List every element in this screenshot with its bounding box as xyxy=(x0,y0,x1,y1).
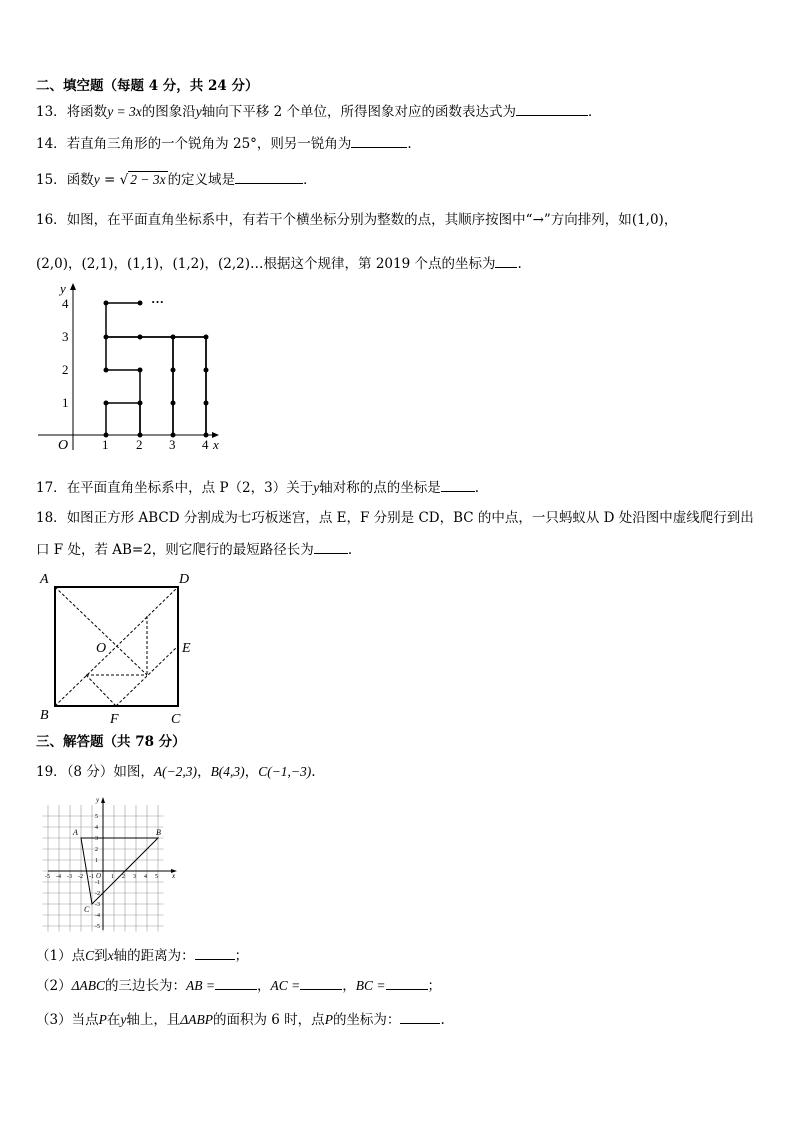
q19-end: . xyxy=(311,764,316,780)
fig16-x-tick: 4 xyxy=(202,437,209,452)
fig19-y-tick: 4 xyxy=(95,825,98,831)
fig16-y-tick: 1 xyxy=(62,395,69,410)
question-16-line-1 xyxy=(36,211,677,229)
q19-p2-bc-blank[interactable] xyxy=(386,977,428,990)
q19-p1-text-a: （1）点 xyxy=(36,948,86,964)
fig16-y-tick: 4 xyxy=(62,296,69,311)
fig16-point xyxy=(138,335,143,340)
q15-variable: y xyxy=(93,172,100,187)
fig16-x-tick: 3 xyxy=(169,437,176,452)
q19-p3-text-d: 的面积为 6 时，点 xyxy=(213,1012,325,1028)
fig19-y-tick: 5 xyxy=(95,814,98,820)
fig16-point xyxy=(104,301,109,306)
q19-p3-triangle: ΔABP xyxy=(180,1012,214,1027)
q19-p2-ab-label: AB = xyxy=(186,978,215,993)
question-19 xyxy=(36,763,316,781)
q17-number: 17． xyxy=(36,480,67,496)
q13-end: ． xyxy=(587,104,602,120)
fig19-label-C: C xyxy=(84,905,90,914)
figure-16-coordinate-grid xyxy=(36,282,226,452)
fig18-line-inner-1 xyxy=(86,675,116,706)
fig16-x-tick: 1 xyxy=(102,437,109,452)
fig18-label-O: O xyxy=(96,641,107,656)
q15-number: 15． xyxy=(36,172,67,188)
q18-number: 18． xyxy=(36,510,67,526)
fig18-label-B: B xyxy=(40,708,49,723)
q19-point-C: C(−1,−3) xyxy=(258,764,312,779)
q15-sqrt-sign: √ xyxy=(119,172,129,188)
fig19-y-tick: 3 xyxy=(95,836,98,842)
fig18-diagonal-AO xyxy=(55,587,147,675)
q14-end: . xyxy=(407,136,412,152)
fig16-point xyxy=(204,401,209,406)
question-13 xyxy=(36,103,601,121)
q14-number: 14． xyxy=(36,136,67,152)
fig16-point xyxy=(171,335,176,340)
q14-answer-blank[interactable] xyxy=(351,135,407,148)
fig16-point xyxy=(138,301,143,306)
section-2-heading: 二、填空题（每题 4 分，共 24 分） xyxy=(36,78,259,94)
q19-p1-axis: x xyxy=(107,948,114,963)
q19-p2-sep-1: ， xyxy=(257,978,271,994)
fig16-point xyxy=(204,335,209,340)
fig16-ellipsis: ··· xyxy=(151,294,165,309)
question-18-line-2 xyxy=(36,541,352,559)
q17-text-2: 轴对称的点的坐标是 xyxy=(319,480,441,496)
q19-p2-text-a: （2） xyxy=(36,978,72,994)
q13-answer-blank[interactable] xyxy=(516,103,588,116)
q19-part-2 xyxy=(36,977,441,995)
fig19-y-tick: -2 xyxy=(95,891,100,897)
fig19-y-arrow-icon xyxy=(101,797,105,803)
fig16-point xyxy=(138,368,143,373)
question-14 xyxy=(36,135,412,153)
q19-p2-ab-blank[interactable] xyxy=(215,977,257,990)
section-3-heading: 三、解答题（共 78 分） xyxy=(36,734,186,750)
fig18-label-C: C xyxy=(171,712,181,727)
fig19-x-tick: -5 xyxy=(45,874,50,880)
q15-text-2: 的定义域是 xyxy=(167,172,236,188)
fig16-point xyxy=(104,368,109,373)
q19-sep-1: ， xyxy=(197,764,211,780)
fig19-label-B: B xyxy=(156,828,161,837)
fig19-x-tick: 3 xyxy=(133,874,136,880)
q19-p3-text-b: 在 xyxy=(106,1012,121,1028)
fig19-y-tick: -1 xyxy=(95,880,100,886)
q19-point-B: B(4,3) xyxy=(210,764,245,779)
q19-p2-sep-2: ， xyxy=(342,978,356,994)
q13-axis: y xyxy=(195,104,202,119)
fig16-point xyxy=(204,368,209,373)
fig19-y-tick: -3 xyxy=(95,902,100,908)
q16-text-1: 如图，在平面直角坐标系中，有若干个横坐标分别为整数的点，其顺序按图中“→”方向排列，如 xyxy=(66,212,632,228)
fig19-x-tick: 1 xyxy=(111,874,114,880)
q18-answer-blank[interactable] xyxy=(314,541,348,554)
fig19-x-tick: 5 xyxy=(155,874,158,880)
fig19-x-tick: -3 xyxy=(67,874,72,880)
q19-point-A: A(−2,3) xyxy=(153,764,198,779)
q13-text-2: 的图象沿 xyxy=(141,104,196,120)
q19-p2-ac-blank[interactable] xyxy=(300,977,342,990)
q15-radicand: 2 − 3x xyxy=(130,172,166,187)
fig19-x-tick: -4 xyxy=(56,874,61,880)
q16-answer-blank[interactable] xyxy=(495,255,517,268)
q18-end: . xyxy=(347,542,353,558)
fig16-y-tick: 3 xyxy=(62,329,69,344)
q18-text-1: 如图正方形 ABCD 分割成为七巧板迷宫，点 E，F 分别是 CD，BC 的中点，一只蚂蚁从 D 处沿图中虚线爬行到出 xyxy=(66,510,754,526)
fig16-y-label: y xyxy=(60,281,66,296)
q19-p1-text-b: 到 xyxy=(94,948,108,964)
q19-sep-2: ， xyxy=(244,764,259,780)
fig19-origin: O xyxy=(96,872,102,880)
fig18-label-A: A xyxy=(40,572,49,587)
fig16-x-label: x xyxy=(213,437,219,452)
q19-p2-triangle: ΔABC xyxy=(71,978,106,993)
q13-text-3: 轴向下平移 2 个单位，所得图象对应的函数表达式为 xyxy=(201,104,516,120)
fig18-label-E: E xyxy=(182,641,191,656)
fig16-origin: O xyxy=(58,438,69,453)
q19-p3-axis: y xyxy=(120,1012,127,1027)
fig19-y-tick: 2 xyxy=(95,847,98,853)
fig16-x-tick: 2 xyxy=(136,437,143,452)
figure-19-coordinate-grid xyxy=(40,794,180,934)
q17-text-1: 在平面直角坐标系中，点 P（2，3）关于 xyxy=(66,480,314,496)
fig19-y-tick: -4 xyxy=(95,913,100,919)
q15-end: ． xyxy=(303,172,317,188)
fig16-point xyxy=(171,368,176,373)
q19-p3-text-a: （3）当点 xyxy=(36,1012,99,1028)
fig18-line-FE xyxy=(116,646,178,706)
q19-p2-end: ； xyxy=(427,978,441,994)
fig16-path-segment-1 xyxy=(106,403,140,435)
q15-answer-blank[interactable] xyxy=(235,171,303,184)
q17-axis: y xyxy=(313,480,320,495)
fig19-y-label: y xyxy=(96,796,100,804)
q17-end: . xyxy=(474,480,480,496)
fig16-path-segment-2 xyxy=(106,337,173,435)
q19-p1-answer-blank[interactable] xyxy=(195,947,235,960)
q16-comma: ， xyxy=(663,212,678,228)
fig16-point xyxy=(138,401,143,406)
fig16-path-segment-4 xyxy=(106,303,206,435)
q19-p1-point: C xyxy=(85,948,95,963)
fig16-point xyxy=(104,401,109,406)
question-15 xyxy=(36,171,317,189)
q19-p3-point: P xyxy=(98,1012,107,1027)
q19-p3-text-e: 的坐标为： xyxy=(332,1012,401,1028)
fig19-x-tick: 4 xyxy=(144,874,147,880)
q16-points: (2,0)，(2,1)，(1,1)，(1,2)，(2,2)… xyxy=(36,256,264,272)
q18-text-2: 口 F 处，若 AB=2，则它爬行的最短路径长为 xyxy=(36,542,314,558)
fig16-path-segment-3 xyxy=(173,337,206,435)
fig16-y-tick: 2 xyxy=(62,362,69,377)
q19-part-3 xyxy=(36,1011,445,1029)
q16-first-point: (1,0) xyxy=(631,212,664,228)
q13-text-1: 将函数 xyxy=(66,104,108,120)
fig19-x-tick: -1 xyxy=(89,874,94,880)
fig19-y-tick: 1 xyxy=(95,858,98,864)
fig19-x-tick: 2 xyxy=(122,874,125,880)
question-16-line-2 xyxy=(36,255,522,273)
q19-p1-text-c: 轴的距离为： xyxy=(113,948,195,964)
q14-text: 若直角三角形的一个锐角为 25°，则另一锐角为 xyxy=(66,136,352,152)
fig19-x-label: x xyxy=(172,872,176,880)
q13-expression: y = 3x xyxy=(107,104,142,119)
fig16-point xyxy=(104,335,109,340)
fig16-y-arrow-icon xyxy=(70,283,76,290)
q19-p3-end: . xyxy=(440,1012,445,1028)
q19-p2-ac-label: AC = xyxy=(270,978,301,993)
q13-number: 13． xyxy=(36,104,67,120)
fig18-label-F: F xyxy=(110,712,119,727)
q19-p2-text-b: 的三边长为： xyxy=(105,978,187,994)
q19-p3-text-c: 轴上，且 xyxy=(126,1012,181,1028)
q19-p1-end: ； xyxy=(234,948,249,964)
q19-intro: （8 分）如图， xyxy=(66,764,154,780)
question-18-line-1 xyxy=(36,509,754,527)
question-17 xyxy=(36,479,479,497)
q19-p3-point-2: P xyxy=(324,1012,333,1027)
q15-text-1: 函数 xyxy=(66,172,94,188)
q15-equals: = xyxy=(99,172,120,188)
q19-number: 19． xyxy=(36,764,67,780)
figure-18-tangram-square xyxy=(36,568,206,726)
fig16-point xyxy=(171,401,176,406)
q19-p2-bc-label: BC = xyxy=(355,978,386,993)
q16-end: . xyxy=(517,256,522,272)
q16-number: 16． xyxy=(36,212,67,228)
q16-text-2: 根据这个规律，第 2019 个点的坐标为 xyxy=(263,256,496,272)
fig18-label-D: D xyxy=(179,572,190,587)
fig19-x-tick: -2 xyxy=(78,874,83,880)
fig19-y-tick: -5 xyxy=(95,924,100,930)
q19-part-1 xyxy=(36,947,248,965)
q17-answer-blank[interactable] xyxy=(441,479,475,492)
fig19-label-A: A xyxy=(73,828,78,837)
q19-p3-answer-blank[interactable] xyxy=(400,1011,440,1024)
